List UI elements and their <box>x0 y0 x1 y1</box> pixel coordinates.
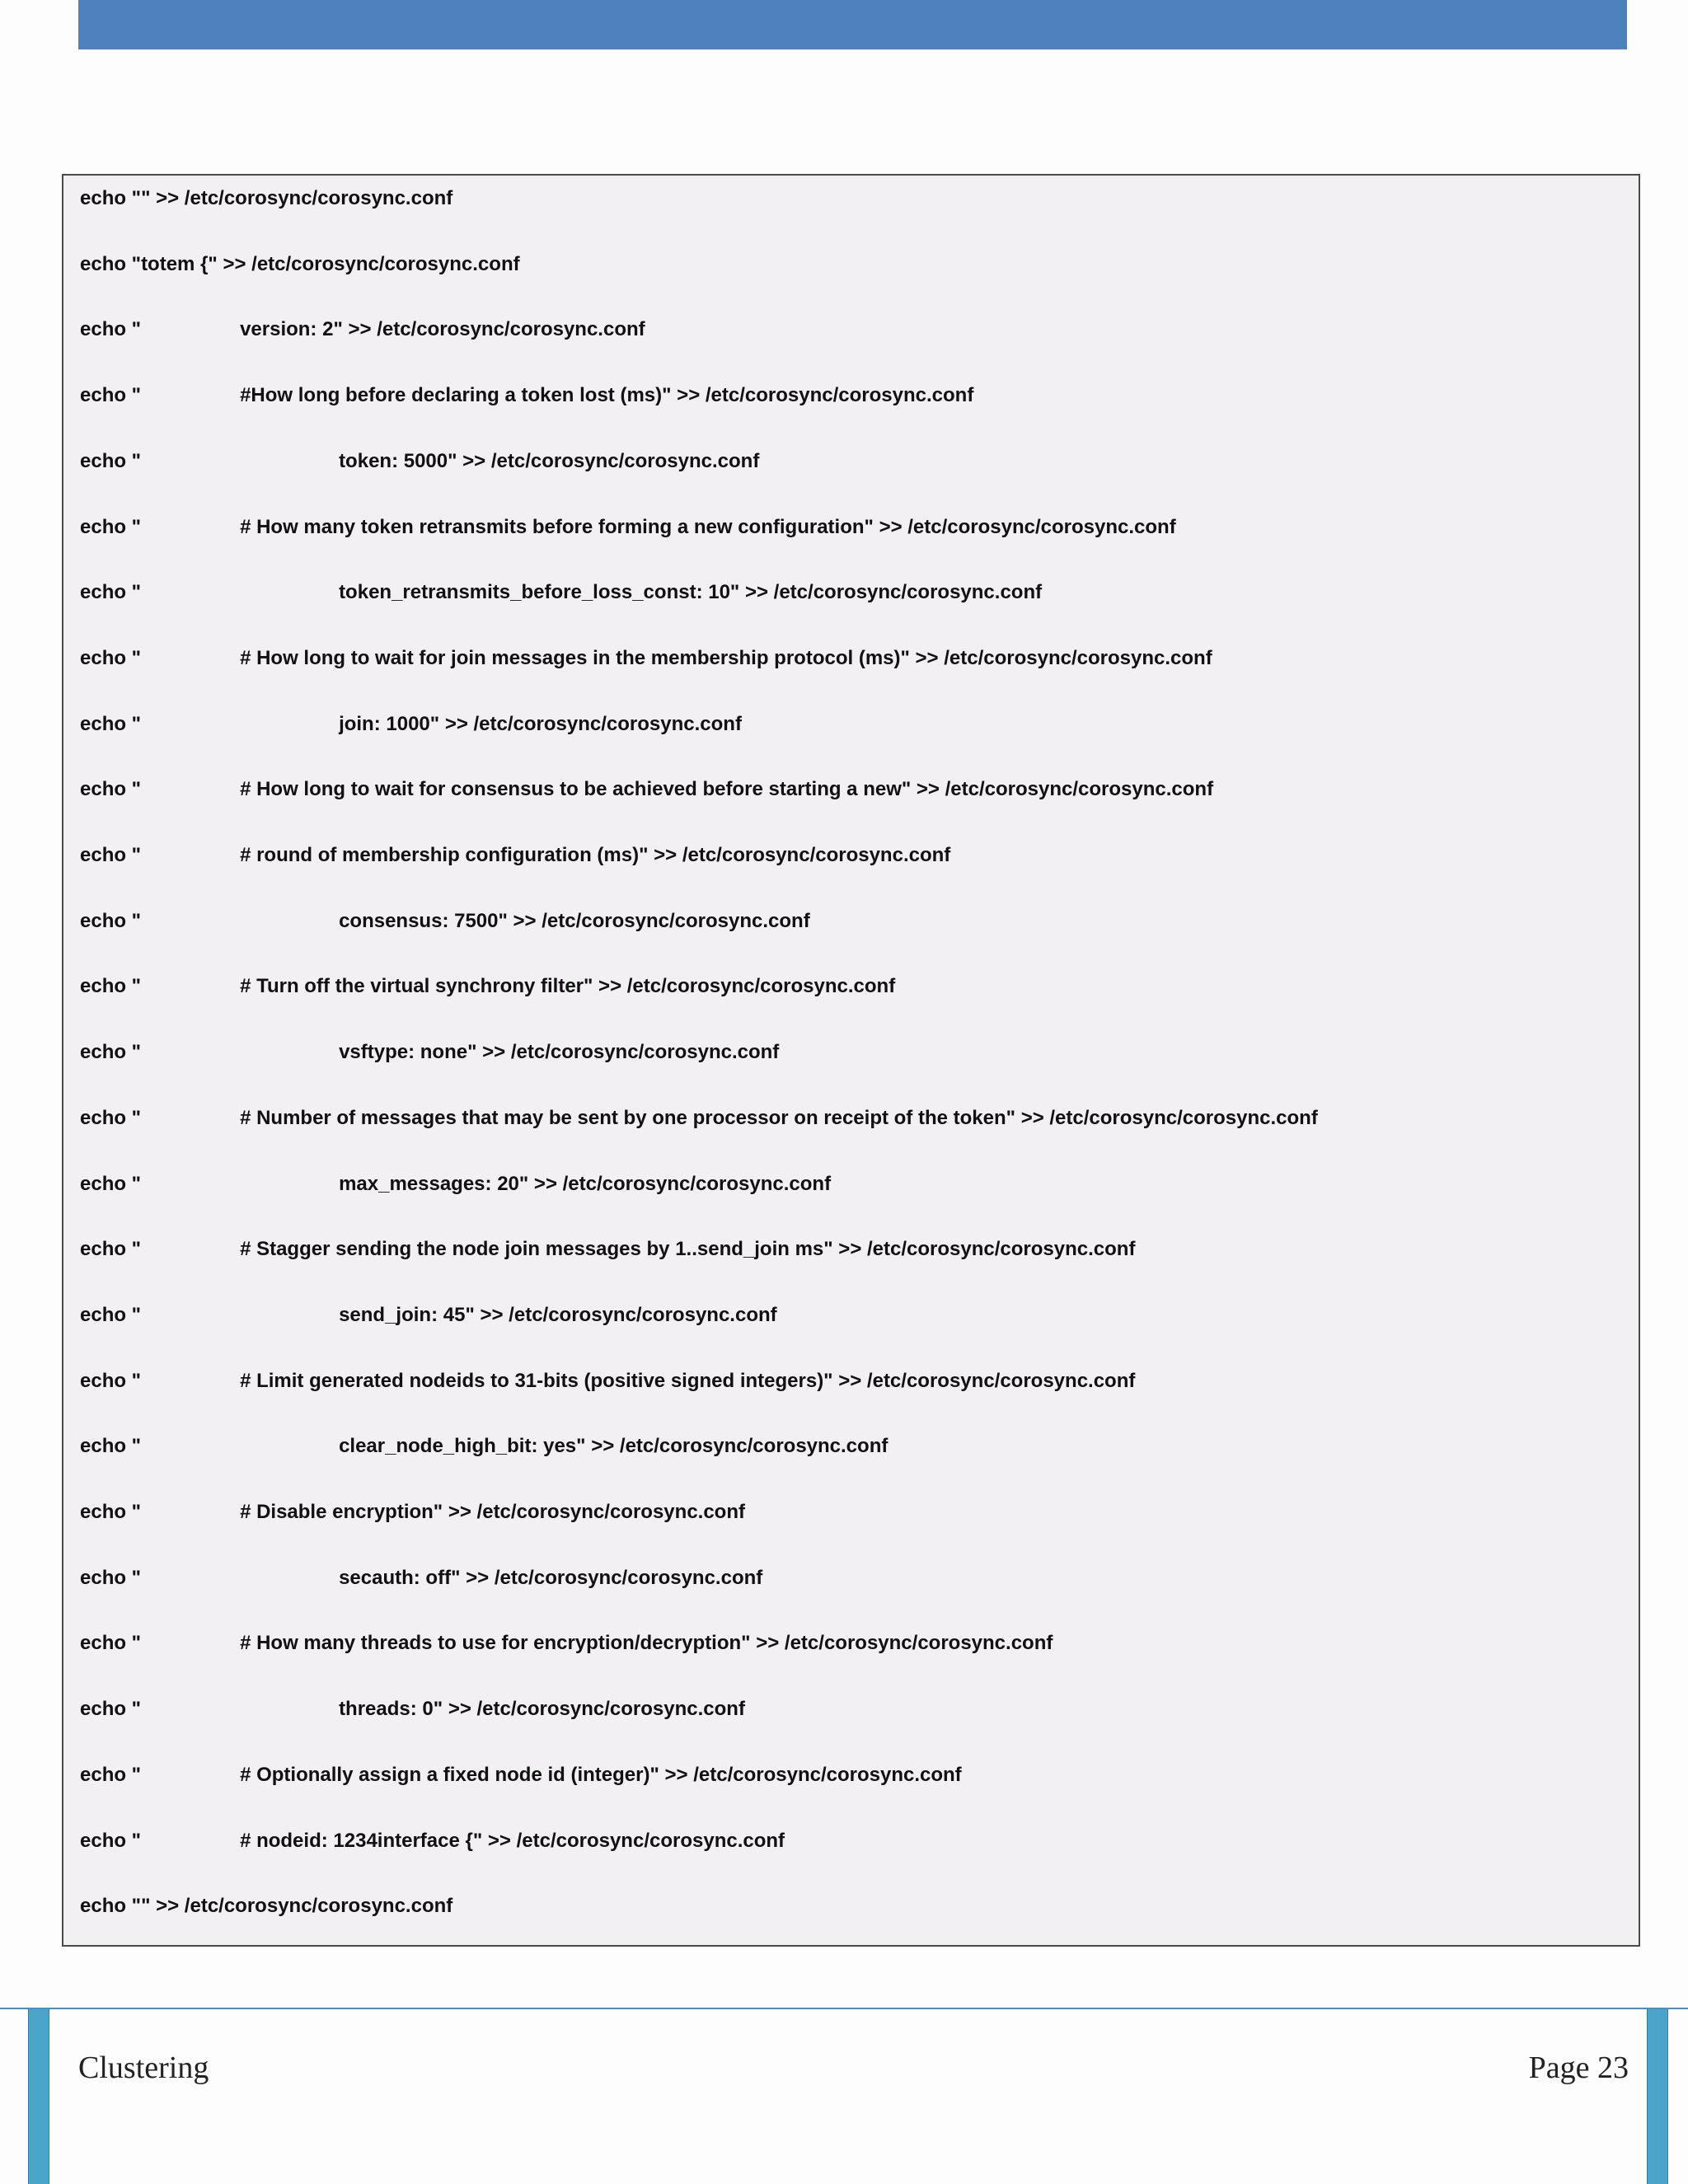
code-line <box>80 902 810 941</box>
code-line-text: vsftype: none" >> /etc/corosync/corosync.conf <box>339 1041 780 1064</box>
code-line-prefix: echo " <box>80 646 142 669</box>
code-line-prefix: echo " <box>80 1106 142 1129</box>
code-line <box>80 836 950 875</box>
footer-left-bar <box>28 2009 49 2184</box>
code-line <box>80 770 1213 809</box>
code-line <box>80 705 742 744</box>
code-line-prefix: echo " <box>80 1566 142 1589</box>
code-line-prefix: echo " <box>80 1303 142 1326</box>
code-line-prefix: echo " <box>80 712 142 735</box>
code-line <box>80 1361 1135 1401</box>
code-line-prefix: echo " <box>80 1501 142 1523</box>
code-line-text: # How long to wait for join messages in the membership protocol (ms)" >> /etc/corosync/corosync.conf <box>240 646 1212 669</box>
code-line-prefix: echo " <box>80 1041 142 1064</box>
code-line-text: # Number of messages that may be sent by one processor on receipt of the token" >> /etc/corosync/corosync.conf <box>240 1106 1318 1129</box>
code-line-prefix: echo " <box>80 1763 142 1786</box>
code-line <box>80 376 973 415</box>
code-line <box>80 310 645 349</box>
code-line-text: join: 1000" >> /etc/corosync/corosync.conf <box>339 712 742 735</box>
code-line <box>80 179 452 218</box>
code-line-text: # Stagger sending the node join messages by 1..send_join ms" >> /etc/corosync/corosync.conf <box>240 1238 1136 1261</box>
code-line-text: #How long before declaring a token lost (ms)" >> /etc/corosync/corosync.conf <box>240 384 974 407</box>
code-line-text: max_messages: 20" >> /etc/corosync/corosync.conf <box>339 1172 832 1195</box>
page-number: Page 23 <box>1528 2050 1629 2085</box>
code-line <box>80 1493 745 1532</box>
code-line-text: secauth: off" >> /etc/corosync/corosync.conf <box>339 1566 763 1589</box>
code-line-prefix: echo " <box>80 778 142 801</box>
code-block <box>62 174 1640 1947</box>
code-line-text: # Turn off the virtual synchrony filter" >> /etc/corosync/corosync.conf <box>240 975 896 998</box>
code-line <box>80 508 1176 547</box>
code-line-prefix: echo " <box>80 844 142 866</box>
header-band <box>78 0 1627 49</box>
code-line <box>80 1165 831 1204</box>
code-line-text: # round of membership configuration (ms)" >> /etc/corosync/corosync.conf <box>240 844 951 866</box>
code-line <box>80 1821 785 1861</box>
footer-title: Clustering <box>78 2050 209 2085</box>
code-line-text: # How many threads to use for encryption/decryption" >> /etc/corosync/corosync.conf <box>240 1632 1053 1655</box>
code-line-prefix: echo " <box>80 1369 142 1392</box>
code-line-text: threads: 0" >> /etc/corosync/corosync.conf <box>339 1698 745 1721</box>
code-line-prefix: echo " <box>80 581 142 604</box>
code-line <box>80 1296 777 1335</box>
code-line <box>80 1033 779 1072</box>
code-line <box>80 1690 745 1729</box>
code-line-prefix: echo "" >> /etc/corosync/corosync.conf <box>80 187 453 209</box>
code-line-text: # Limit generated nodeids to 31-bits (positive signed integers)" >> /etc/corosync/corosync.conf <box>240 1369 1136 1392</box>
code-line <box>80 1886 452 1926</box>
code-line-prefix: echo " <box>80 975 142 998</box>
code-line-text: consensus: 7500" >> /etc/corosync/corosync.conf <box>339 909 810 932</box>
code-line <box>80 1230 1135 1269</box>
code-line-prefix: echo " <box>80 1829 142 1852</box>
code-line-prefix: echo " <box>80 1238 142 1261</box>
code-line <box>80 1755 962 1795</box>
code-line <box>80 967 895 1006</box>
code-line-text: token: 5000" >> /etc/corosync/corosync.conf <box>339 449 760 472</box>
code-line <box>80 442 759 481</box>
code-line-text: token_retransmits_before_loss_const: 10" >> /etc/corosync/corosync.conf <box>339 581 1043 604</box>
code-line-prefix: echo " <box>80 384 142 407</box>
code-line-text: # How long to wait for consensus to be achieved before starting a new" >> /etc/corosync/corosync.conf <box>240 778 1214 801</box>
code-line-prefix: echo " <box>80 1698 142 1721</box>
code-line <box>80 1558 762 1598</box>
code-line-prefix: echo " <box>80 1435 142 1458</box>
code-line-prefix: echo " <box>80 909 142 932</box>
code-line-text: send_join: 45" >> /etc/corosync/corosync.conf <box>339 1303 777 1326</box>
code-line <box>80 1099 1318 1138</box>
code-line-prefix: echo " <box>80 449 142 472</box>
code-line-prefix: echo " <box>80 515 142 538</box>
footer-right-bar <box>1647 2009 1668 2184</box>
code-line-prefix: echo " <box>80 1172 142 1195</box>
code-line-text: # Optionally assign a fixed node id (integer)" >> /etc/corosync/corosync.conf <box>240 1763 962 1786</box>
code-line <box>80 1427 888 1466</box>
footer-rule <box>0 2008 1688 2009</box>
code-line <box>80 1624 1053 1663</box>
code-line <box>80 573 1042 612</box>
code-line-prefix: echo " <box>80 318 142 341</box>
code-line-text: version: 2" >> /etc/corosync/corosync.conf <box>240 318 645 341</box>
code-line <box>80 245 520 284</box>
code-line-text: clear_node_high_bit: yes" >> /etc/corosync/corosync.conf <box>339 1435 889 1458</box>
code-line-prefix: echo "totem {" >> /etc/corosync/corosync.conf <box>80 252 520 275</box>
code-line-text: # nodeid: 1234interface {" >> /etc/corosync/corosync.conf <box>240 1829 785 1852</box>
code-line <box>80 639 1212 678</box>
code-line-prefix: echo " <box>80 1632 142 1655</box>
code-line-text: # Disable encryption" >> /etc/corosync/corosync.conf <box>240 1501 745 1523</box>
code-line-prefix: echo "" >> /etc/corosync/corosync.conf <box>80 1895 453 1918</box>
code-line-text: # How many token retransmits before forming a new configuration" >> /etc/corosync/corosync.conf <box>240 515 1176 538</box>
